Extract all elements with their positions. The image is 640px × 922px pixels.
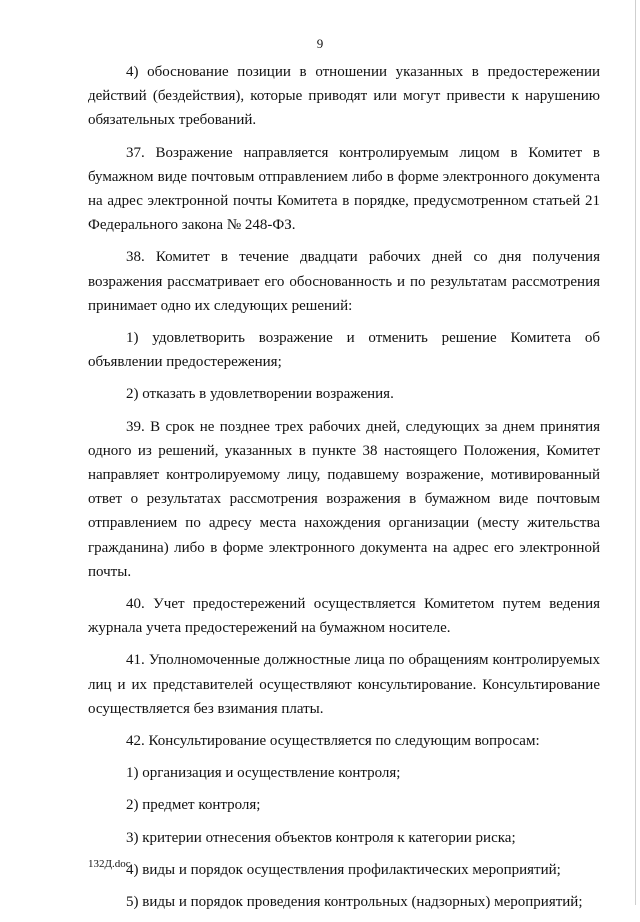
paragraph-item-4-justification: 4) обоснование позиции в отношении указанных в предостережении действий (бездействия), которые приводят или могут привести к нарушению обязательных требований. [88, 64, 600, 129]
page-number: 9 [316, 36, 324, 51]
paragraph-42-topic-1: 1) организация и осуществление контроля; [126, 765, 401, 782]
paragraph-42-topic-4: 4) виды и порядок осуществления профилактических мероприятий; [126, 861, 561, 878]
paragraph-40-warnings-register: 40. Учет предостережений осуществляется Комитетом путем ведения журнала учета предостережений на бумажном носителе. [88, 596, 600, 637]
paragraph-37-objection-submission: 37. Возражение направляется контролируемым лицом в Комитет в бумажном виде почтовым отправлением либо в форме электронного документа на адрес электронной почты Комитета в порядке, предусмотренном статьей 21 Федерального закона № 248-ФЗ. [88, 144, 600, 234]
paragraph-39-response-deadline: 39. В срок не позднее трех рабочих дней, следующих за днем принятия одного из решений, указанных в пункте 38 настоящего Положения, Комитет направляет контролируемому лицу, подавшему возражение, мотивированный ответ о результатах рассмотрения возражения в бумажном виде почтовым отправлением по адресу места нахождения организации (месту жительства гражданина) либо в форме электронного документа на адрес его электронной почты. [88, 418, 600, 580]
paragraph-38-option-1: 1) удовлетворить возражение и отменить решение Комитета об объявлении предостережения; [88, 330, 600, 371]
paragraph-41-consulting: 41. Уполномоченные должностные лица по обращениям контролируемых лиц и их представителей осуществляют консультирование. Консультирование осуществляется без взимания платы. [88, 652, 600, 717]
paragraph-42-topic-3: 3) критерии отнесения объектов контроля к категории риска; [126, 829, 516, 846]
paragraph-42-topic-2: 2) предмет контроля; [126, 797, 261, 814]
document-body [88, 60, 600, 922]
paragraph-38-objection-review: 38. Комитет в течение двадцати рабочих дней со дня получения возражения рассматривает его обоснованность и по результатам рассмотрения принимает одно их следующих решений: [88, 249, 600, 314]
scan-edge-line [635, 0, 636, 905]
paragraph-42-consulting-topics: 42. Консультирование осуществляется по следующим вопросам: [126, 733, 540, 750]
paragraph-38-option-2: 2) отказать в удовлетворении возражения. [126, 386, 394, 403]
footer-filename: 132Д.doc [88, 858, 131, 870]
paragraph-42-topic-5: 5) виды и порядок проведения контрольных (надзорных) мероприятий; [126, 894, 583, 911]
